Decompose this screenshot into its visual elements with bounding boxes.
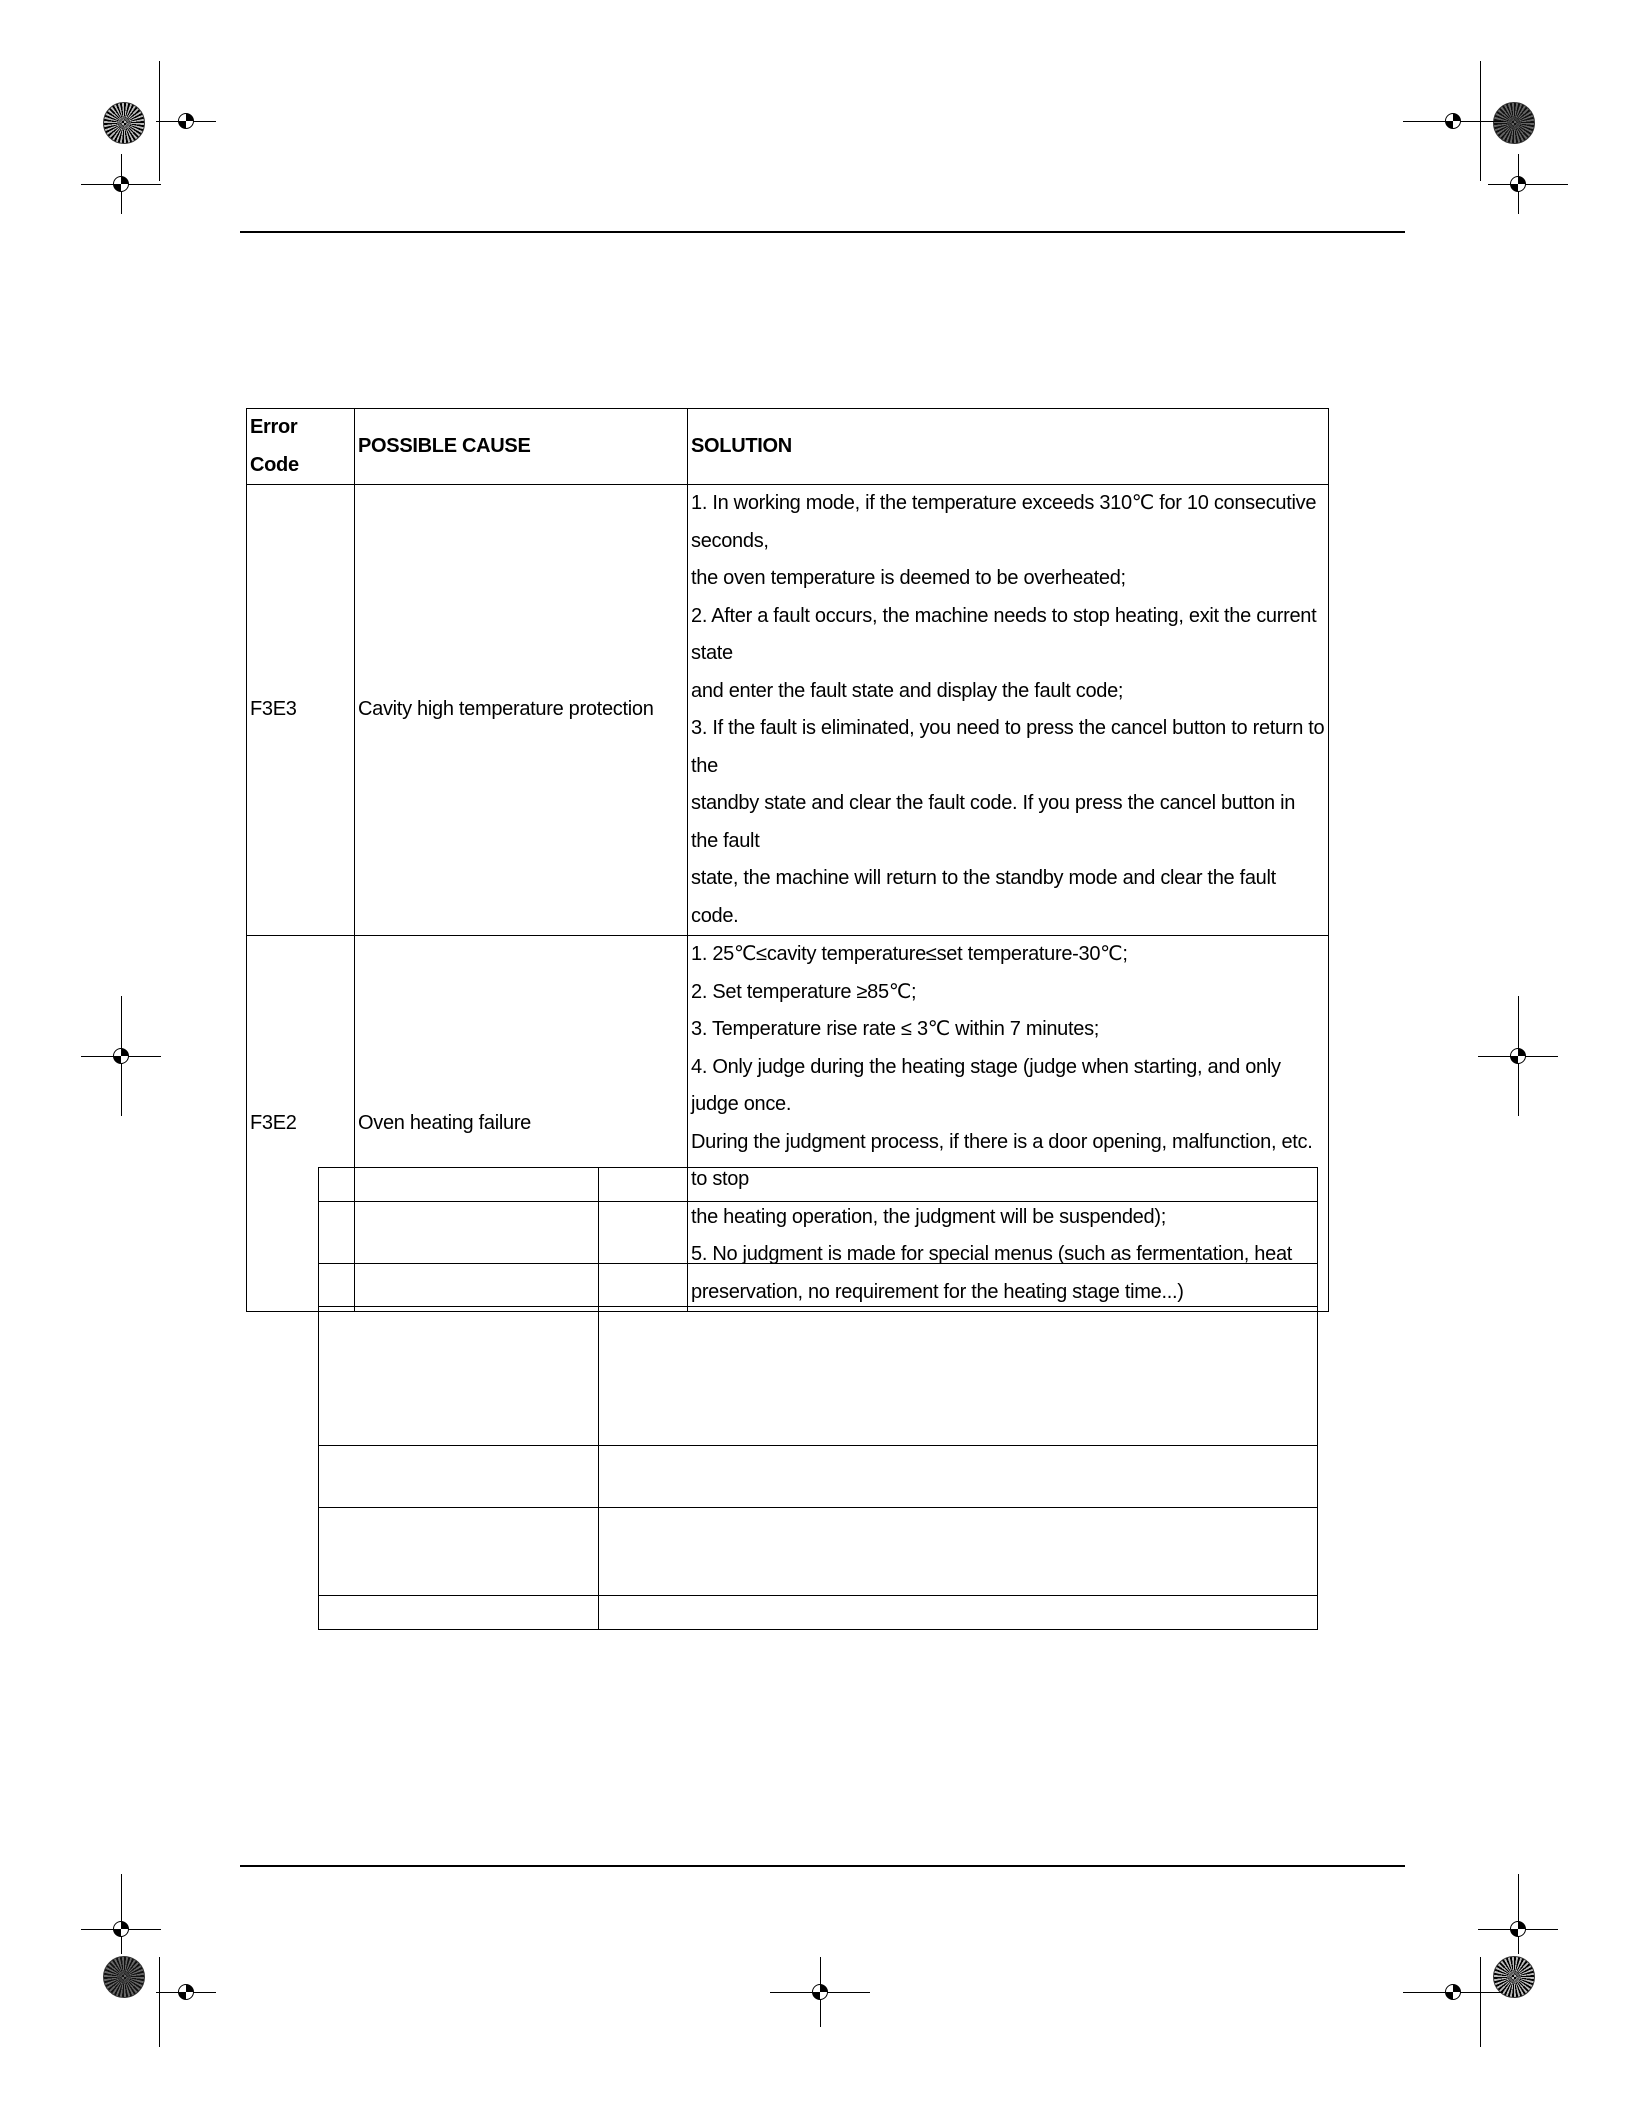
blank-cell bbox=[319, 1307, 599, 1446]
solution-line: 3. Temperature rise rate ≤ 3℃ within 7 minutes; bbox=[691, 1018, 1100, 1040]
header-solution: SOLUTION bbox=[688, 409, 1329, 485]
solution-line: and enter the fault state and display the fault code; bbox=[691, 679, 1124, 702]
blank-cell bbox=[599, 1307, 1318, 1446]
color-bar-star-icon bbox=[103, 1956, 145, 1998]
solution-line: the oven temperature is deemed to be overheated; bbox=[691, 567, 1126, 589]
error-code-cell: F3E3 bbox=[247, 485, 355, 936]
blank-cell bbox=[319, 1168, 599, 1202]
blank-cell bbox=[319, 1202, 599, 1264]
solution-line: 1. In working mode, if the temperature exceeds 310℃ for 10 consecutive seconds, bbox=[691, 492, 1317, 552]
table-row bbox=[319, 1264, 1318, 1307]
header-possible-cause: POSSIBLE CAUSE bbox=[355, 409, 688, 485]
solution-line: 4. Only judge during the heating stage (judge when starting, and only judge once. bbox=[691, 1055, 1281, 1115]
blank-cell bbox=[319, 1264, 599, 1307]
blank-cell bbox=[319, 1446, 599, 1508]
blank-cell bbox=[319, 1508, 599, 1596]
header-error-code: Error Code bbox=[247, 409, 355, 485]
table-row bbox=[319, 1202, 1318, 1264]
possible-cause-cell: Cavity high temperature protection bbox=[355, 485, 688, 936]
solution-line: During the judgment process, if there is a door opening, malfunction, etc. to stop bbox=[691, 1130, 1313, 1190]
table-row bbox=[319, 1446, 1318, 1508]
solution-line: 2. Set temperature ≥85℃; bbox=[691, 980, 917, 1003]
blank-cell bbox=[599, 1202, 1318, 1264]
error-code-cell: F3E2 bbox=[247, 936, 355, 1312]
header-rule bbox=[240, 231, 1405, 233]
table-row bbox=[319, 1307, 1318, 1446]
table-row bbox=[247, 485, 1329, 936]
blank-cell bbox=[599, 1264, 1318, 1307]
solution-line: 1. 25℃≤cavity temperature≤set temperature-30℃; bbox=[691, 943, 1128, 965]
solution-cell bbox=[688, 485, 1329, 936]
table-row bbox=[319, 1168, 1318, 1202]
table-row bbox=[319, 1596, 1318, 1630]
solution-line: 5. No judgment is made for special menus (such as fermentation, heat bbox=[691, 1243, 1293, 1265]
solution-line: state, the machine will return to the standby mode and clear the fault code. bbox=[691, 867, 1276, 927]
possible-cause-cell: Oven heating failure bbox=[355, 936, 688, 1312]
solution-line: preservation, no requirement for the heating stage time...) bbox=[691, 1280, 1184, 1303]
solution-line: 3. If the fault is eliminated, you need to press the cancel button to return to the bbox=[691, 717, 1325, 777]
color-bar-star-icon bbox=[103, 102, 145, 144]
blank-cell bbox=[319, 1596, 599, 1630]
blank-cell bbox=[599, 1168, 1318, 1202]
blank-cell bbox=[599, 1446, 1318, 1508]
solution-line: the heating operation, the judgment will be suspended); bbox=[691, 1205, 1166, 1228]
blank-cell bbox=[599, 1508, 1318, 1596]
table-header-row bbox=[247, 409, 1329, 485]
footer-rule bbox=[240, 1865, 1405, 1867]
solution-line: standby state and clear the fault code. If you press the cancel button in the fault bbox=[691, 792, 1296, 852]
color-bar-star-icon bbox=[1493, 102, 1535, 144]
solution-line: 2. After a fault occurs, the machine needs to stop heating, exit the current state bbox=[691, 604, 1317, 664]
blank-table bbox=[318, 1167, 1318, 1630]
table-row bbox=[319, 1508, 1318, 1596]
blank-cell bbox=[599, 1596, 1318, 1630]
